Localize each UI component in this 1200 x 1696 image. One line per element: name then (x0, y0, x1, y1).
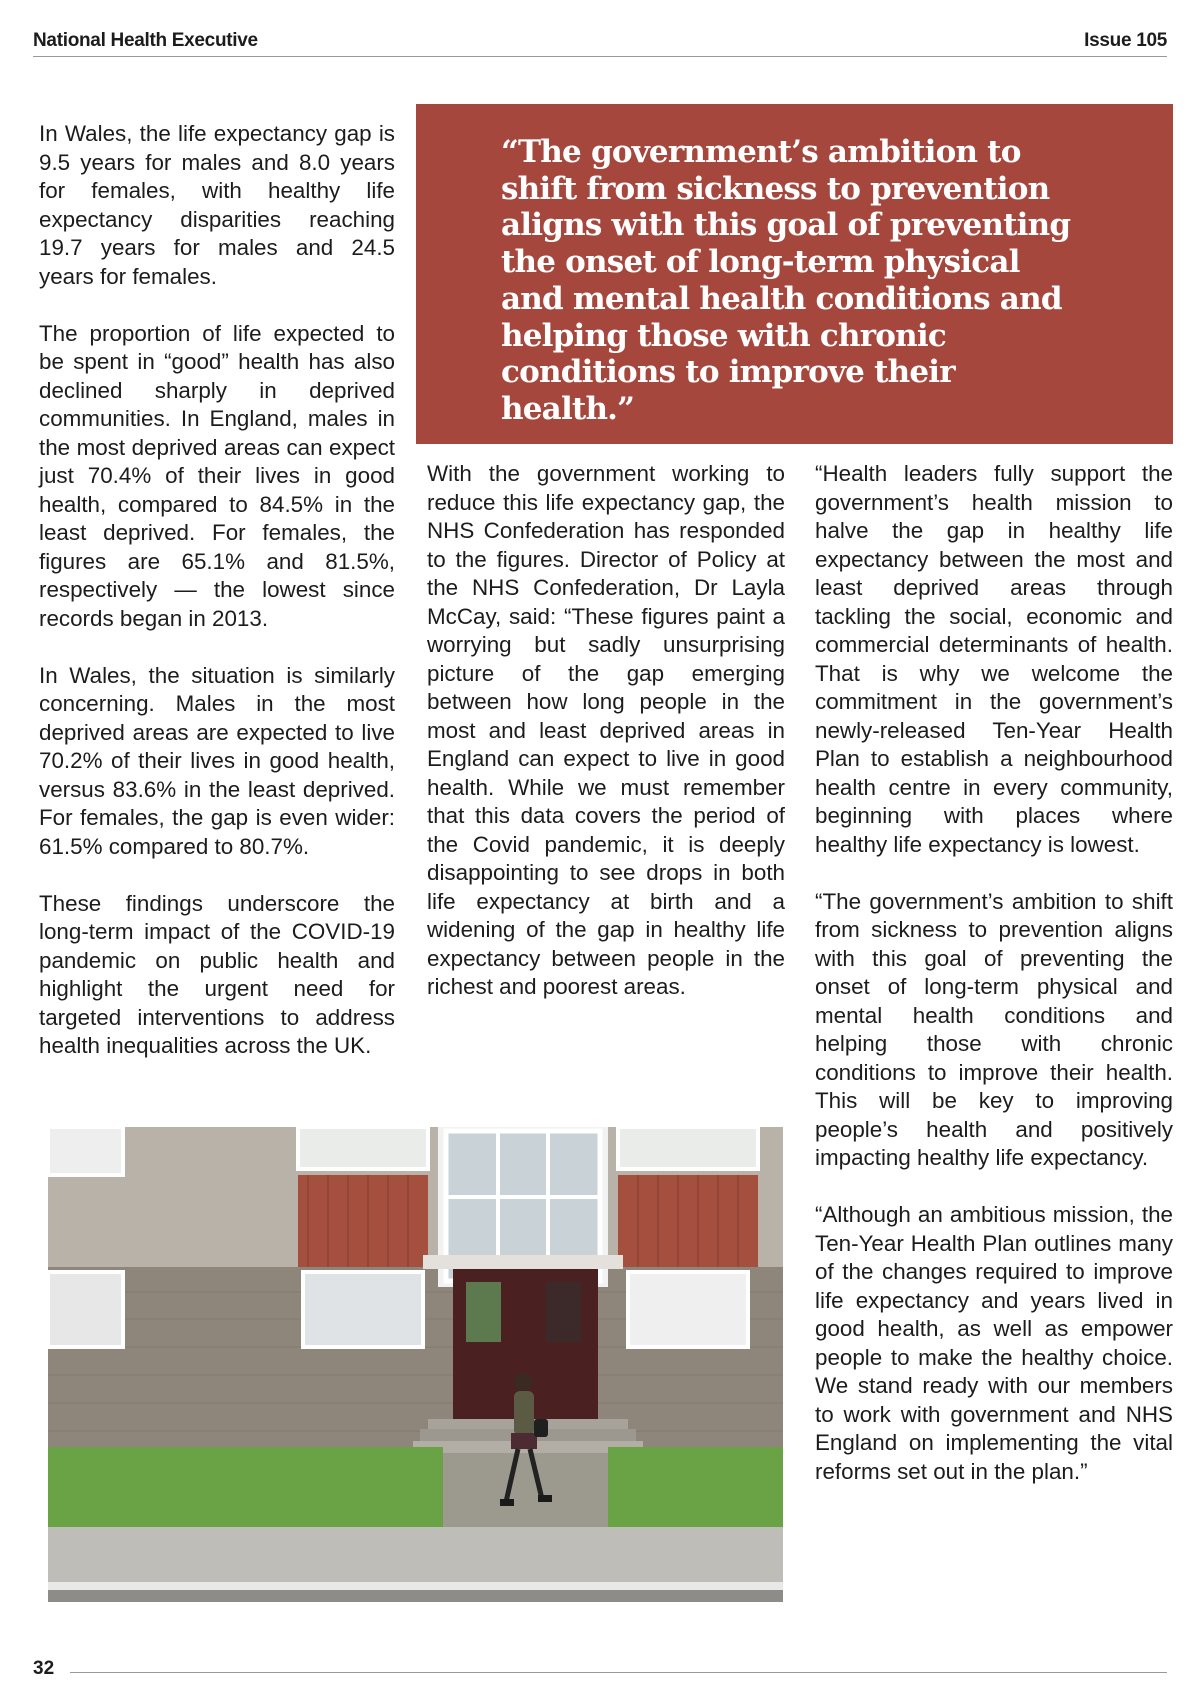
article-column-3 (815, 460, 1173, 1515)
page-number: 32 (33, 1658, 55, 1679)
street-scene-illustration (48, 1127, 783, 1602)
page-header (33, 30, 1167, 57)
paragraph: In Wales, the life expectancy gap is 9.5 years for males and 8.0 years for females, with healthy life expectancy disparities reaching 19.7 years for males and 24.5 years for females. (39, 121, 395, 289)
paragraph: In Wales, the situation is similarly concerning. Males in the most deprived areas are expected to live 70.2% of their lives in good health, versus 83.6% in the least deprived. For females, the gap is even wider: 61.5% compared to 80.7%. (39, 662, 395, 859)
page-footer (33, 1658, 1167, 1682)
publication-name: National Health Executive (33, 30, 258, 51)
paragraph: “Although an ambitious mission, the Ten-Year Health Plan outlines many of the changes required to improve life expectancy and years lived in good health, as well as empower people to make the healthy choice. We stand ready with our members to work with government and NHS England on implementing the vital reforms set out in the plan.” (815, 1202, 1173, 1484)
footer-rule (70, 1672, 1167, 1673)
pull-quote-box (416, 104, 1173, 444)
paragraph: The proportion of life expected to be spent in “good” health has also declined sharply in deprived communities. In England, males in the most deprived areas can expect just 70.4% of their lives in good health, compared to 84.5% in the least deprived. For females, the figures are 65.1% and 81.5%, respectively — the lowest since records began in 2013. (39, 320, 395, 631)
paragraph: With the government working to reduce this life expectancy gap, the NHS Confederation has responded to the figures. Director of Policy at the NHS Confederation, Dr Layla McCay, said: “These figures paint a worrying but sadly unsurprising picture of the gap emerging between how long people in the most and least deprived areas in England can expect to live in good health. While we must remember that this data covers the period of the Covid pandemic, it is deeply disappointing to see drops in both life expectancy at birth and a widening of the gap in healthy life expectancy between people in the richest and poorest areas. (427, 461, 785, 999)
article-column-1 (39, 120, 395, 1089)
issue-number: Issue 105 (1084, 30, 1167, 51)
paragraph: “Health leaders fully support the government’s health mission to halve the gap in healthy life expectancy between the most and least deprived areas through tackling the social, economic and commercial determinants of health. That is why we welcome the commitment in the government’s newly-released Ten-Year Health Plan to establish a neighbourhood health centre in every community, beginning with places where healthy life expectancy is lowest. (815, 461, 1173, 857)
article-column-2 (427, 460, 785, 1030)
paragraph: “The government’s ambition to shift from sickness to prevention aligns with this goal of preventing the onset of long-term physical and mental health conditions and helping those with chronic conditions to improve their health. This will be key to improving people’s health and positively impacting healthy life expectancy. (815, 888, 1173, 1170)
article-photo (48, 1127, 783, 1602)
pull-quote-text: “The government’s ambition to shift from sickness to prevention aligns with this goal of preventing the onset of long-term physical and mental health conditions and helping those with chronic conditions to improve their health.” (501, 134, 1071, 427)
paragraph: These findings underscore the long-term impact of the COVID-19 pandemic on public health and highlight the urgent need for targeted interventions to address health inequalities across the UK. (39, 890, 395, 1058)
